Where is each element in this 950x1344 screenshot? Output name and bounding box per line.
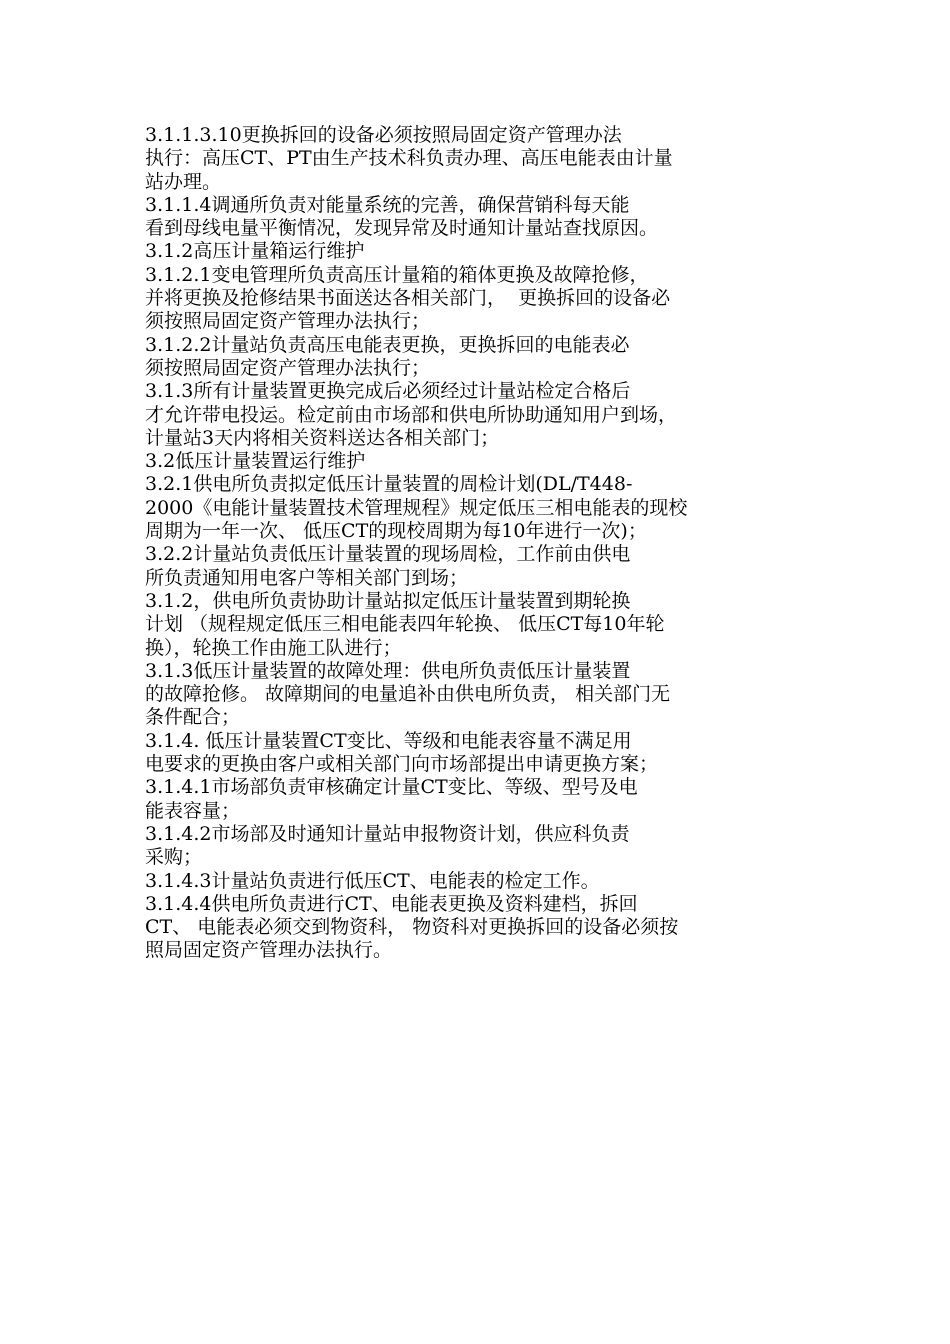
text-line: 3.1.2.2计量站负责高压电能表更换，更换拆回的电能表必 [145,333,630,356]
text-line: 3.1.3所有计量装置更换完成后必须经过计量站检定合格后 [145,380,631,403]
text-line: 3.1.1.4调通所负责对能量系统的完善，确保营销科每天能 [145,193,630,216]
text-line: 并将更换及抢修结果书面送达各相关部门， 更换拆回的设备必 [145,287,671,310]
text-line: 2000《电能计量装置技术管理规程》规定低压三相电能表的现校 [145,496,688,519]
section-heading: 3.2低压计量装置运行维护 [145,450,366,473]
text-line: 3.1.4.4供电所负责进行CT、电能表更换及资料建档，拆回 [145,892,638,915]
text-line: 看到母线电量平衡情况，发现异常及时通知计量站查找原因。 [145,217,659,240]
text-line: 3.1.4.2市场部及时通知计量站申报物资计划，供应科负责 [145,822,630,845]
text-line: 3.2.1供电所负责拟定低压计量装置的周检计划(DL/T448- [145,473,633,496]
text-line: 电要求的更换由客户或相关部门向市场部提出申请更换方案； [145,753,659,776]
text-line: 3.1.2.1变电管理所负责高压计量箱的箱体更换及故障抢修， [145,263,649,286]
text-line: 站办理。 [145,170,222,193]
section-heading: 3.1.2高压计量箱运行维护 [145,240,365,263]
text-line: 换），轮换工作由施工队进行； [145,636,402,659]
text-line: 3.1.1.3.10更换拆回的设备必须按照局固定资产管理办法 [145,124,622,146]
text-line: 条件配合； [145,706,241,729]
text-line: 计量站3天内将相关资料送达各相关部门； [145,426,500,449]
text-line: 3.1.4.1市场部负责审核确定计量CT变比、等级、型号及电 [145,776,638,799]
text-line: 3.1.4.3计量站负责进行低压CT、电能表的检定工作。 [145,869,600,892]
text-line: 照局固定资产管理办法执行。 [145,939,393,962]
text-line: 3.1.2，供电所负责协助计量站拟定低压计量装置到期轮换 [145,589,631,612]
text-line: 能表容量； [145,799,241,822]
text-line: 周期为一年一次、 低压CT的现校周期为每10年进行一次)； [145,520,647,543]
text-line: 才允许带电投运。检定前由市场部和供电所协助通知用户到场， [145,403,678,426]
text-line: 3.1.3低压计量装置的故障处理：供电所负责低压计量装置 [145,659,631,682]
text-line: 采购； [145,846,203,869]
text-line: CT、 电能表必须交到物资科， 物资科对更换拆回的设备必须按 [145,916,679,939]
text-line: 的故障抢修。 故障期间的电量追补由供电所负责， 相关部门无 [145,683,671,706]
text-line: 所负责通知用电客户等相关部门到场； [145,566,469,589]
text-line: 3.1.4. 低压计量装置CT变比、等级和电能表容量不满足用 [145,729,632,752]
text-line: 执行：高压CT、PT由生产技术科负责办理、高压电能表由计量 [145,147,673,170]
text-line: 3.2.2计量站负责低压计量装置的现场周检，工作前由供电 [145,543,631,566]
text-line: 须按照局固定资产管理办法执行； [145,356,431,379]
text-line: 计划 （规程规定低压三相电能表四年轮换、 低压CT每10年轮 [145,613,665,636]
document-body [145,124,813,963]
text-line: 须按照局固定资产管理办法执行； [145,310,431,333]
